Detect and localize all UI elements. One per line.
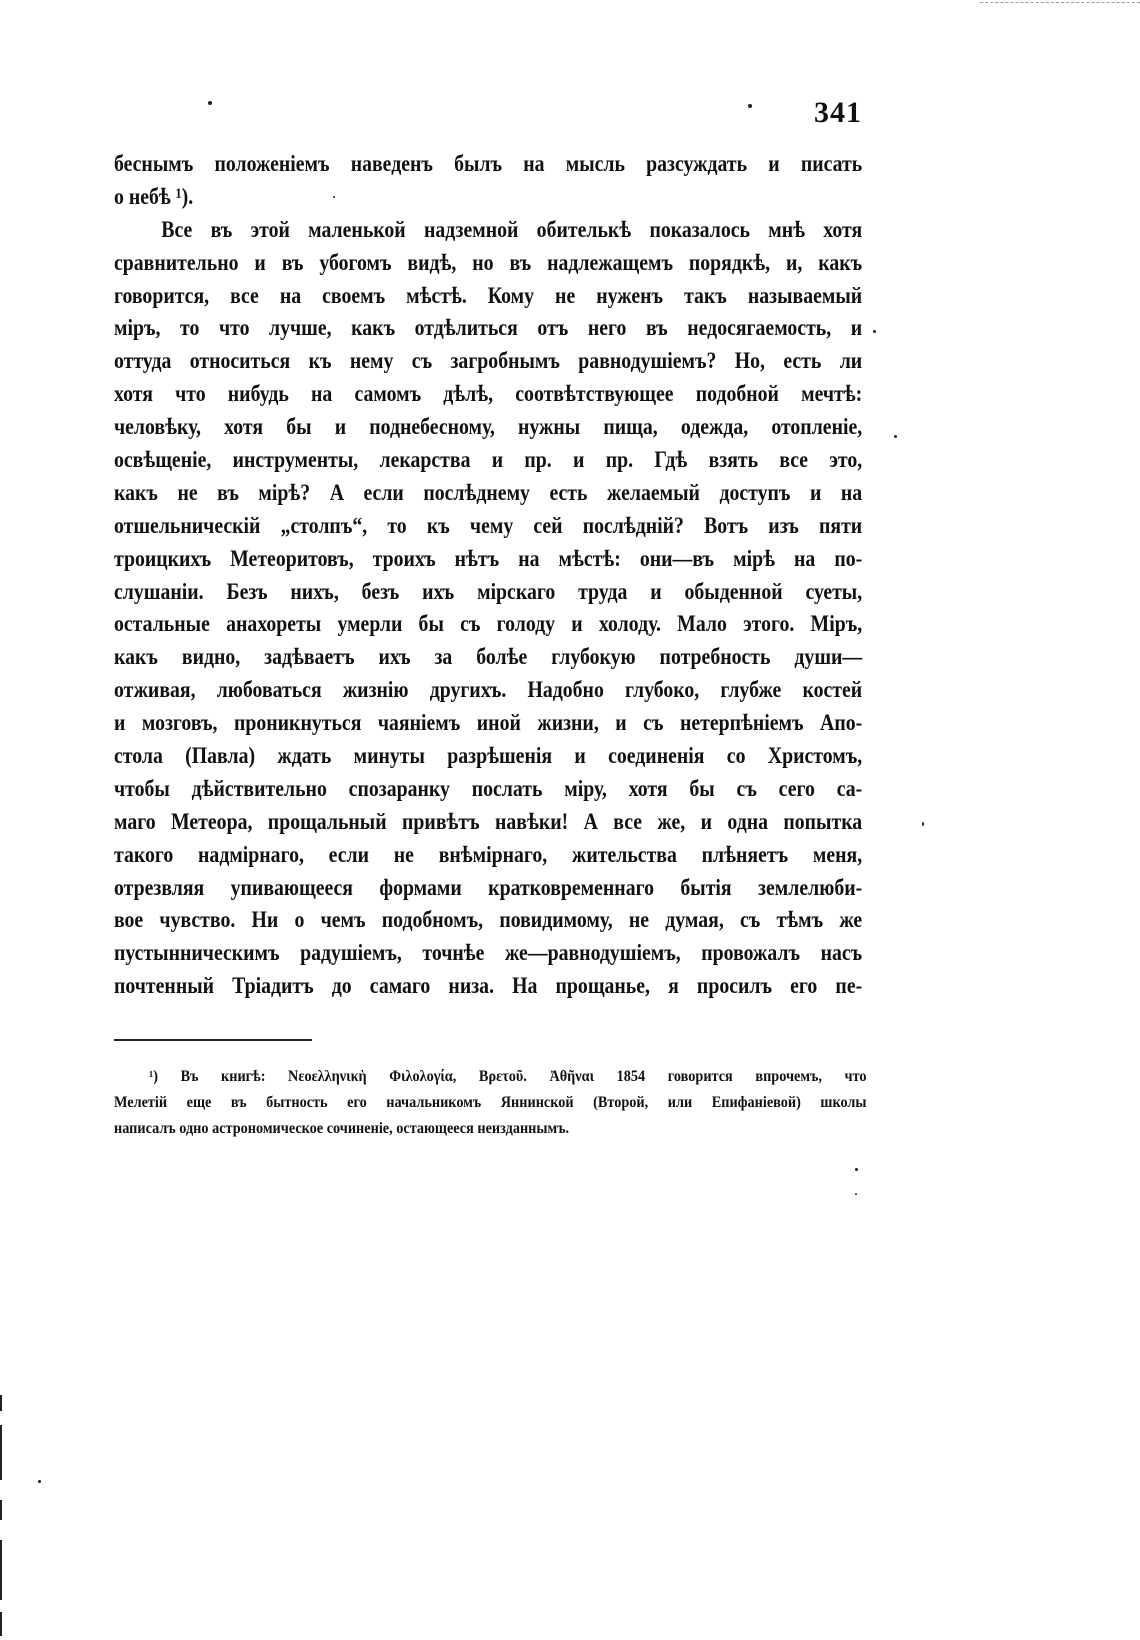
- text-line: отрезвляя упивающееся формами кратковременнаго бытія землелюби-: [114, 874, 863, 900]
- scan-edge-line: [0, 1500, 2, 1520]
- text-line: троицкихъ Метеоритовъ, троихъ нѣтъ на мѣстѣ: они—въ мірѣ на по-: [114, 545, 863, 571]
- text-line: хотя что нибудь на самомъ дѣлѣ, соотвѣтствующее подобной мечтѣ:: [114, 381, 863, 407]
- scan-speck: [873, 330, 876, 333]
- scan-speck: [855, 1193, 857, 1195]
- text-line: Все въ этой маленькой надземной обителькѣ показалось мнѣ хотя: [161, 216, 863, 242]
- page-number: 341: [814, 96, 862, 129]
- footnote-separator: [114, 1039, 312, 1041]
- text-line: какъ не въ мірѣ? А если послѣднему есть желаемый доступъ и на: [114, 479, 863, 505]
- footnote-line: написалъ одно астрономическое сочиненіе, остающееся неизданнымъ.: [114, 1120, 570, 1137]
- scan-speck: [894, 435, 897, 438]
- text-line: говорится, все на своемъ мѣстѣ. Кому не нуженъ такъ называемый: [114, 282, 863, 308]
- text-line: такого надмірнаго, если не внѣмірнаго, жительства плѣняетъ меня,: [114, 841, 863, 867]
- text-line: сравнительно и въ убогомъ видѣ, но въ надлежащемъ порядкѣ, и, какъ: [114, 249, 863, 275]
- footnotes: [114, 1064, 866, 1142]
- footnote-line: ¹) Въ книгѣ: Νεοελληνικὴ Φιλολογία, Βρετοῦ. Ἀθῆναι 1854 говорится впрочемъ, что: [148, 1068, 867, 1085]
- text-line: стола (Павла) ждать минуты разрѣшенія и соединенія со Христомъ,: [114, 743, 863, 769]
- text-line: беснымъ положеніемъ наведенъ былъ на мысль разсуждать и писать: [114, 151, 863, 176]
- text-line: остальные анахореты умерли бы съ голоду и холоду. Мало этого. Міръ,: [114, 611, 863, 637]
- text-line: освѣщеніе, инструменты, лекарства и пр. и пр. Гдѣ взять все это,: [114, 447, 863, 473]
- text-line: чтобы дѣйствительно спозаранку послать міру, хотя бы съ сего са-: [114, 775, 863, 801]
- text-line: о небѣ ¹).: [114, 183, 194, 209]
- text-line: и мозговъ, проникнуться чаяніемъ иной жизни, и съ нетерпѣніемъ Апо-: [114, 710, 863, 736]
- scan-edge-line: [0, 1395, 2, 1411]
- scan-speck: [922, 822, 924, 826]
- text-line: слушаніи. Безъ нихъ, безъ ихъ мірскаго труда и обыденной суеты,: [114, 578, 863, 604]
- text-line: отживая, любоваться жизнію другихъ. Надобно глубоко, глубже костей: [114, 677, 863, 703]
- text-line: міръ, то что лучше, какъ отдѣлиться отъ него въ недосягаемость, и: [114, 315, 863, 341]
- text-line: маго Метеора, прощальный привѣтъ навѣки! А все же, и одна попытка: [114, 808, 863, 834]
- scan-speck: [208, 101, 212, 105]
- body-text: [114, 148, 862, 1003]
- scan-edge-marks: [980, 2, 1140, 3]
- text-line: почтенный Тріадитъ до самаго низа. На прощанье, я просилъ его пе-: [114, 973, 863, 999]
- scan-speck: [855, 1168, 858, 1171]
- scan-edge-line: [0, 1425, 2, 1480]
- text-line: какъ видно, задѣваетъ ихъ за болѣе глубокую потребность души—: [114, 644, 863, 670]
- text-line: оттуда относиться къ нему съ загробнымъ равнодушіемъ? Но, есть ли: [114, 348, 863, 374]
- scan-speck: [748, 104, 752, 108]
- text-line: отшельническій „столпъ“, то къ чему сей послѣдній? Вотъ изъ пяти: [114, 512, 863, 538]
- text-line: вое чувство. Ни о чемъ подобномъ, повидимому, не думая, съ тѣмъ же: [114, 907, 863, 933]
- text-line: человѣку, хотя бы и поднебесному, нужны пища, одежда, отопленіе,: [114, 414, 863, 440]
- scan-edge-line: [0, 1540, 2, 1600]
- footnote-line: Мелетій еще въ бытность его начальникомъ Яннинской (Второй, или Епифаніевой) школы: [114, 1094, 867, 1111]
- scan-edge-line: [0, 1612, 2, 1636]
- text-line: пустынническимъ радушіемъ, точнѣе же—равнодушіемъ, провожалъ насъ: [114, 940, 863, 966]
- scan-speck: [333, 196, 335, 198]
- scan-speck: [38, 1480, 41, 1483]
